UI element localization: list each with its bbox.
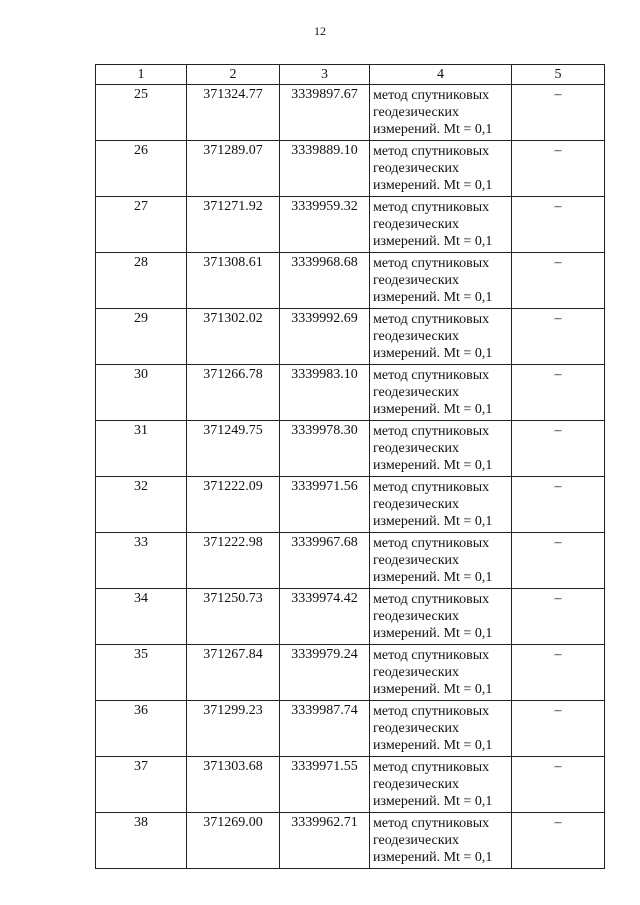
method-text-line: метод спутниковых: [373, 200, 490, 215]
method-text-line: геодезических: [373, 217, 460, 232]
y-coordinate-cell: 3339971.55: [280, 757, 370, 813]
table-body: [96, 85, 605, 869]
method-text-line: метод спутниковых: [373, 592, 490, 607]
x-coordinate-cell: 371302.02: [187, 309, 280, 365]
x-coordinate-cell: 371271.92: [187, 197, 280, 253]
note-cell: –: [512, 589, 605, 645]
y-coordinate-cell: 3339968.68: [280, 253, 370, 309]
method-text-line: измерений. Mt = 0,1: [373, 514, 493, 529]
method-cell: [370, 813, 512, 869]
note-cell: –: [512, 701, 605, 757]
method-text-line: измерений. Mt = 0,1: [373, 850, 493, 865]
note-cell: –: [512, 477, 605, 533]
method-cell: [370, 589, 512, 645]
method-text-line: метод спутниковых: [373, 480, 490, 495]
note-cell: –: [512, 813, 605, 869]
point-number-cell: 36: [96, 701, 187, 757]
point-number-cell: 37: [96, 757, 187, 813]
y-coordinate-cell: 3339992.69: [280, 309, 370, 365]
note-cell: –: [512, 365, 605, 421]
y-coordinate-cell: 3339978.30: [280, 421, 370, 477]
method-text-line: геодезических: [373, 441, 460, 456]
table-row: [96, 813, 605, 869]
method-cell: [370, 645, 512, 701]
method-text-line: измерений. Mt = 0,1: [373, 234, 493, 249]
method-text-line: измерений. Mt = 0,1: [373, 402, 493, 417]
note-cell: –: [512, 141, 605, 197]
column-header-5: 5: [512, 65, 605, 85]
note-cell: –: [512, 645, 605, 701]
y-coordinate-cell: 3339974.42: [280, 589, 370, 645]
table-row: [96, 701, 605, 757]
coordinates-table: [95, 64, 605, 869]
method-text-line: метод спутниковых: [373, 536, 490, 551]
method-text-line: измерений. Mt = 0,1: [373, 738, 493, 753]
page-number: 12: [314, 24, 326, 38]
method-text-line: измерений. Mt = 0,1: [373, 122, 493, 137]
y-coordinate-cell: 3339979.24: [280, 645, 370, 701]
x-coordinate-cell: 371324.77: [187, 85, 280, 141]
x-coordinate-cell: 371289.07: [187, 141, 280, 197]
method-cell: [370, 477, 512, 533]
method-cell: [370, 757, 512, 813]
column-header-4: 4: [370, 65, 512, 85]
y-coordinate-cell: 3339962.71: [280, 813, 370, 869]
point-number-cell: 25: [96, 85, 187, 141]
note-cell: –: [512, 533, 605, 589]
x-coordinate-cell: 371308.61: [187, 253, 280, 309]
method-cell: [370, 85, 512, 141]
x-coordinate-cell: 371249.75: [187, 421, 280, 477]
column-header-3: 3: [280, 65, 370, 85]
table-row: [96, 141, 605, 197]
method-cell: [370, 309, 512, 365]
y-coordinate-cell: 3339967.68: [280, 533, 370, 589]
note-cell: –: [512, 197, 605, 253]
method-cell: [370, 253, 512, 309]
note-cell: –: [512, 253, 605, 309]
method-text-line: измерений. Mt = 0,1: [373, 346, 493, 361]
column-header-1: 1: [96, 65, 187, 85]
method-text-line: геодезических: [373, 273, 460, 288]
y-coordinate-cell: 3339983.10: [280, 365, 370, 421]
method-text-line: измерений. Mt = 0,1: [373, 570, 493, 585]
method-text-line: измерений. Mt = 0,1: [373, 290, 493, 305]
method-text-line: метод спутниковых: [373, 144, 490, 159]
method-text-line: геодезических: [373, 665, 460, 680]
point-number-cell: 28: [96, 253, 187, 309]
method-text-line: метод спутниковых: [373, 816, 490, 831]
method-text-line: измерений. Mt = 0,1: [373, 794, 493, 809]
method-text-line: геодезических: [373, 777, 460, 792]
method-text-line: геодезических: [373, 497, 460, 512]
method-text-line: измерений. Mt = 0,1: [373, 682, 493, 697]
method-cell: [370, 421, 512, 477]
method-text-line: метод спутниковых: [373, 368, 490, 383]
x-coordinate-cell: 371222.09: [187, 477, 280, 533]
point-number-cell: 27: [96, 197, 187, 253]
method-text-line: метод спутниковых: [373, 312, 490, 327]
point-number-cell: 29: [96, 309, 187, 365]
table-row: [96, 757, 605, 813]
method-text-line: геодезических: [373, 609, 460, 624]
method-text-line: геодезических: [373, 161, 460, 176]
method-text-line: геодезических: [373, 721, 460, 736]
point-number-cell: 32: [96, 477, 187, 533]
x-coordinate-cell: 371266.78: [187, 365, 280, 421]
point-number-cell: 33: [96, 533, 187, 589]
method-text-line: метод спутниковых: [373, 704, 490, 719]
table-row: [96, 197, 605, 253]
note-cell: –: [512, 309, 605, 365]
method-cell: [370, 533, 512, 589]
x-coordinate-cell: 371222.98: [187, 533, 280, 589]
method-cell: [370, 141, 512, 197]
table-row: [96, 533, 605, 589]
y-coordinate-cell: 3339889.10: [280, 141, 370, 197]
method-text-line: метод спутниковых: [373, 424, 490, 439]
table-row: [96, 589, 605, 645]
point-number-cell: 35: [96, 645, 187, 701]
table-row: [96, 253, 605, 309]
y-coordinate-cell: 3339971.56: [280, 477, 370, 533]
y-coordinate-cell: 3339987.74: [280, 701, 370, 757]
method-text-line: метод спутниковых: [373, 256, 490, 271]
x-coordinate-cell: 371250.73: [187, 589, 280, 645]
point-number-cell: 30: [96, 365, 187, 421]
point-number-cell: 34: [96, 589, 187, 645]
point-number-cell: 31: [96, 421, 187, 477]
table-row: [96, 365, 605, 421]
y-coordinate-cell: 3339959.32: [280, 197, 370, 253]
method-text-line: метод спутниковых: [373, 88, 490, 103]
x-coordinate-cell: 371269.00: [187, 813, 280, 869]
method-cell: [370, 365, 512, 421]
table-row: [96, 645, 605, 701]
method-text-line: геодезических: [373, 833, 460, 848]
method-text-line: измерений. Mt = 0,1: [373, 458, 493, 473]
x-coordinate-cell: 371267.84: [187, 645, 280, 701]
x-coordinate-cell: 371299.23: [187, 701, 280, 757]
table-row: [96, 421, 605, 477]
y-coordinate-cell: 3339897.67: [280, 85, 370, 141]
method-text-line: геодезических: [373, 553, 460, 568]
method-text-line: геодезических: [373, 329, 460, 344]
x-coordinate-cell: 371303.68: [187, 757, 280, 813]
method-text-line: геодезических: [373, 105, 460, 120]
method-text-line: метод спутниковых: [373, 648, 490, 663]
point-number-cell: 26: [96, 141, 187, 197]
note-cell: –: [512, 421, 605, 477]
table-row: [96, 85, 605, 141]
point-number-cell: 38: [96, 813, 187, 869]
method-text-line: геодезических: [373, 385, 460, 400]
note-cell: –: [512, 757, 605, 813]
method-text-line: измерений. Mt = 0,1: [373, 178, 493, 193]
header-row: [96, 65, 605, 85]
table-row: [96, 477, 605, 533]
column-header-2: 2: [187, 65, 280, 85]
method-text-line: измерений. Mt = 0,1: [373, 626, 493, 641]
method-cell: [370, 701, 512, 757]
method-cell: [370, 197, 512, 253]
table-row: [96, 309, 605, 365]
note-cell: –: [512, 85, 605, 141]
method-text-line: метод спутниковых: [373, 760, 490, 775]
